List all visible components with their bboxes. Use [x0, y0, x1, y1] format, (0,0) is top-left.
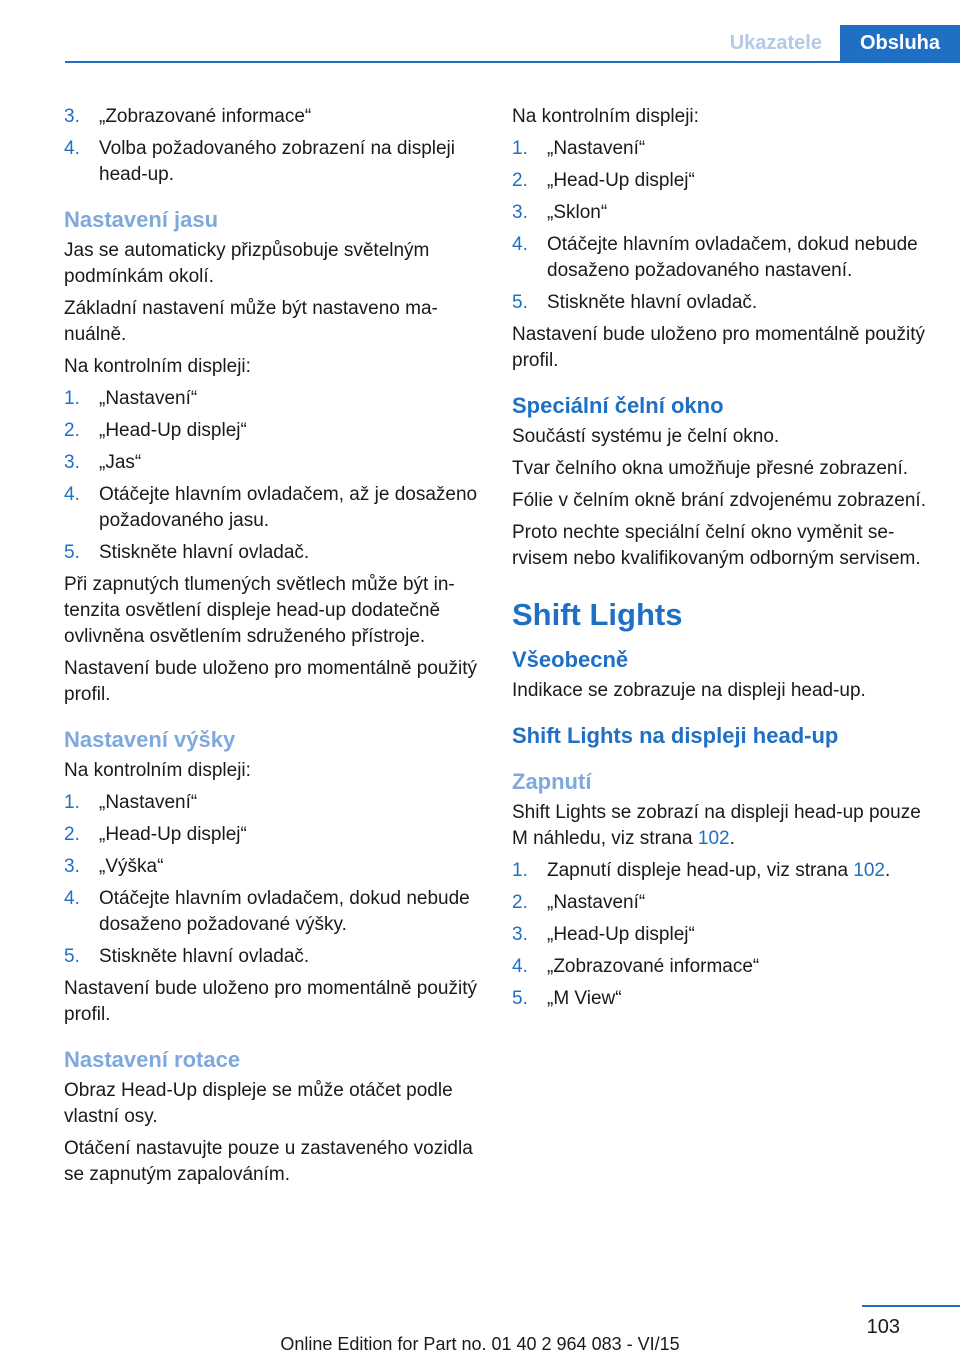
step-text: „Výška“: [99, 856, 164, 877]
step-text: „Nastavení“: [547, 892, 646, 913]
list-item: [512, 858, 932, 884]
list-item: [64, 386, 484, 412]
list-item: [512, 200, 932, 226]
heading-shift-lights-hud: Shift Lights na displeji head-up: [512, 723, 839, 748]
text: Shift Lights se zobrazí na displeji head-up pouze M náhledu, viz strana: [512, 802, 921, 849]
list-item: [64, 418, 484, 444]
list-item: [512, 890, 932, 916]
tab-obsluha[interactable]: Obsluha: [840, 25, 960, 61]
paragraph: Nastavení bude uloženo pro momentálně použitý profil.: [512, 324, 925, 371]
step-text: Zapnutí displeje head-up, viz strana: [547, 860, 854, 881]
step-number: 1.: [64, 792, 80, 813]
heading-switch-on: Zapnutí: [512, 769, 592, 794]
heading-shift-lights: Shift Lights: [512, 597, 683, 632]
paragraph: Nastavení bude uloženo pro momentálně použitý profil.: [64, 978, 477, 1025]
step-text: „Head-Up displej“: [547, 924, 695, 945]
step-number: 3.: [64, 856, 80, 877]
step-number: 2.: [512, 170, 528, 191]
step-text: Stiskněte hlavní ovladač.: [99, 946, 310, 967]
step-number: 3.: [64, 106, 80, 127]
step-text: „Nastavení“: [99, 388, 198, 409]
step-text: „Head-Up displej“: [547, 170, 695, 191]
list-item: [64, 822, 484, 848]
step-text: Otáčejte hlavním ovladačem, dokud nebude dosaženo požadovaného nastavení.: [547, 234, 918, 281]
footer-edition: Online Edition for Part no. 01 40 2 964 083 - VI/15: [280, 1334, 680, 1354]
step-text: „Head-Up displej“: [99, 420, 247, 441]
list-brightness: [64, 386, 484, 566]
heading-general: Všeobecně: [512, 647, 629, 672]
heading-height: Nastavení výšky: [64, 727, 236, 752]
paragraph: Součástí systému je čelní okno.: [512, 426, 780, 447]
step-number: 3.: [512, 924, 528, 945]
paragraph: Proto nechte speciální čelní okno vyměnit servisem nebo kvalifikovaným odborným servisem.: [512, 522, 921, 569]
paragraph: Nastavení bude uloženo pro momentálně použitý profil.: [64, 658, 477, 705]
step-number: 2.: [512, 892, 528, 913]
list-tilt: [512, 136, 932, 316]
footer-divider: [862, 1305, 960, 1307]
step-text: Stiskněte hlavní ovladač.: [547, 292, 758, 313]
list-item: [64, 104, 484, 130]
heading-rotation: Nastavení rotace: [64, 1047, 241, 1072]
step-text: „Sklon“: [547, 202, 608, 223]
list-item: [64, 854, 484, 880]
heading-windshield: Speciální čelní okno: [512, 393, 724, 418]
step-text: „Nastavení“: [547, 138, 646, 159]
list-item: [64, 136, 484, 188]
step-text: „M View“: [547, 988, 622, 1009]
step-number: 5.: [512, 292, 528, 313]
list-item: [512, 168, 932, 194]
heading-brightness: Nastavení jasu: [64, 207, 219, 232]
list-item: [64, 886, 484, 938]
step-number: 4.: [512, 956, 528, 977]
step-text: Otáčejte hlavním ovladačem, dokud nebude dosaženo požadované výšky.: [99, 888, 470, 935]
step-number: 5.: [512, 988, 528, 1009]
step-number: 4.: [512, 234, 528, 255]
right-column: [512, 100, 932, 1018]
list-item: [512, 986, 932, 1012]
list-item: [64, 790, 484, 816]
list-continued: [64, 104, 484, 188]
step-text: „Jas“: [99, 452, 142, 473]
paragraph: Indikace se zobrazuje na displeji head-up.: [512, 680, 866, 701]
paragraph: Obraz Head-Up displeje se může otáčet podle vlastní osy.: [64, 1080, 453, 1127]
list-item: [512, 136, 932, 162]
step-text: Stiskněte hlavní ovladač.: [99, 542, 310, 563]
header-divider: [65, 61, 960, 63]
step-number: 4.: [64, 484, 80, 505]
step-number: 4.: [64, 138, 80, 159]
page-link[interactable]: 102: [853, 860, 885, 881]
page-link[interactable]: 102: [697, 828, 730, 849]
step-text: Volba požadovaného zobrazení na displeji head-up.: [99, 138, 455, 185]
step-text: „Zobrazované informace“: [99, 106, 312, 127]
step-number: 3.: [64, 452, 80, 473]
step-text: Otáčejte hlavním ovladačem, až je dosaženo požadovaného jasu.: [99, 484, 478, 531]
list-item: [64, 540, 484, 566]
paragraph: Fólie v čelním okně brání zdvojenému zobrazení.: [512, 490, 926, 511]
chapter-tabs: [712, 25, 960, 61]
paragraph: Tvar čelního okna umožňuje přesné zobrazení.: [512, 458, 909, 479]
paragraph: Na kontrolním displeji:: [512, 106, 699, 127]
step-number: 4.: [64, 888, 80, 909]
step-number: 1.: [512, 138, 528, 159]
list-height: [64, 790, 484, 970]
step-text: .: [885, 860, 891, 881]
step-number: 3.: [512, 202, 528, 223]
paragraph: Na kontrolním displeji:: [64, 760, 251, 781]
list-item: [512, 954, 932, 980]
step-text: „Nastavení“: [99, 792, 198, 813]
step-number: 2.: [64, 824, 80, 845]
paragraph: Základní nastavení může být nastaveno manuálně.: [64, 298, 438, 345]
list-item: [64, 482, 484, 534]
list-item: [64, 450, 484, 476]
list-item: [512, 232, 932, 284]
step-text: „Head-Up displej“: [99, 824, 247, 845]
list-item: [64, 944, 484, 970]
text: .: [729, 828, 735, 849]
step-number: 2.: [64, 420, 80, 441]
step-number: 5.: [64, 946, 80, 967]
step-number: 1.: [512, 860, 528, 881]
list-item: [512, 290, 932, 316]
paragraph: Na kontrolním displeji:: [64, 356, 251, 377]
paragraph: Jas se automaticky přizpůsobuje světelným podmínkám okolí.: [64, 240, 430, 287]
tab-ukazatele[interactable]: Ukazatele: [712, 25, 840, 61]
left-column: [64, 100, 484, 1194]
page-number: 103: [866, 1316, 900, 1338]
paragraph: Při zapnutých tlumených světlech může být intenzita osvětlení displeje head-up dodatečně ovlivněna osvětlením sdruženého přístroje.: [64, 574, 455, 647]
step-number: 5.: [64, 542, 80, 563]
step-number: 1.: [64, 388, 80, 409]
step-text: „Zobrazované informace“: [547, 956, 760, 977]
paragraph: Otáčení nastavujte pouze u zastaveného vozidla se zapnutým zapalováním.: [64, 1138, 473, 1185]
list-item: [512, 922, 932, 948]
paragraph: [512, 800, 932, 852]
list-switch-on: [512, 858, 932, 1012]
